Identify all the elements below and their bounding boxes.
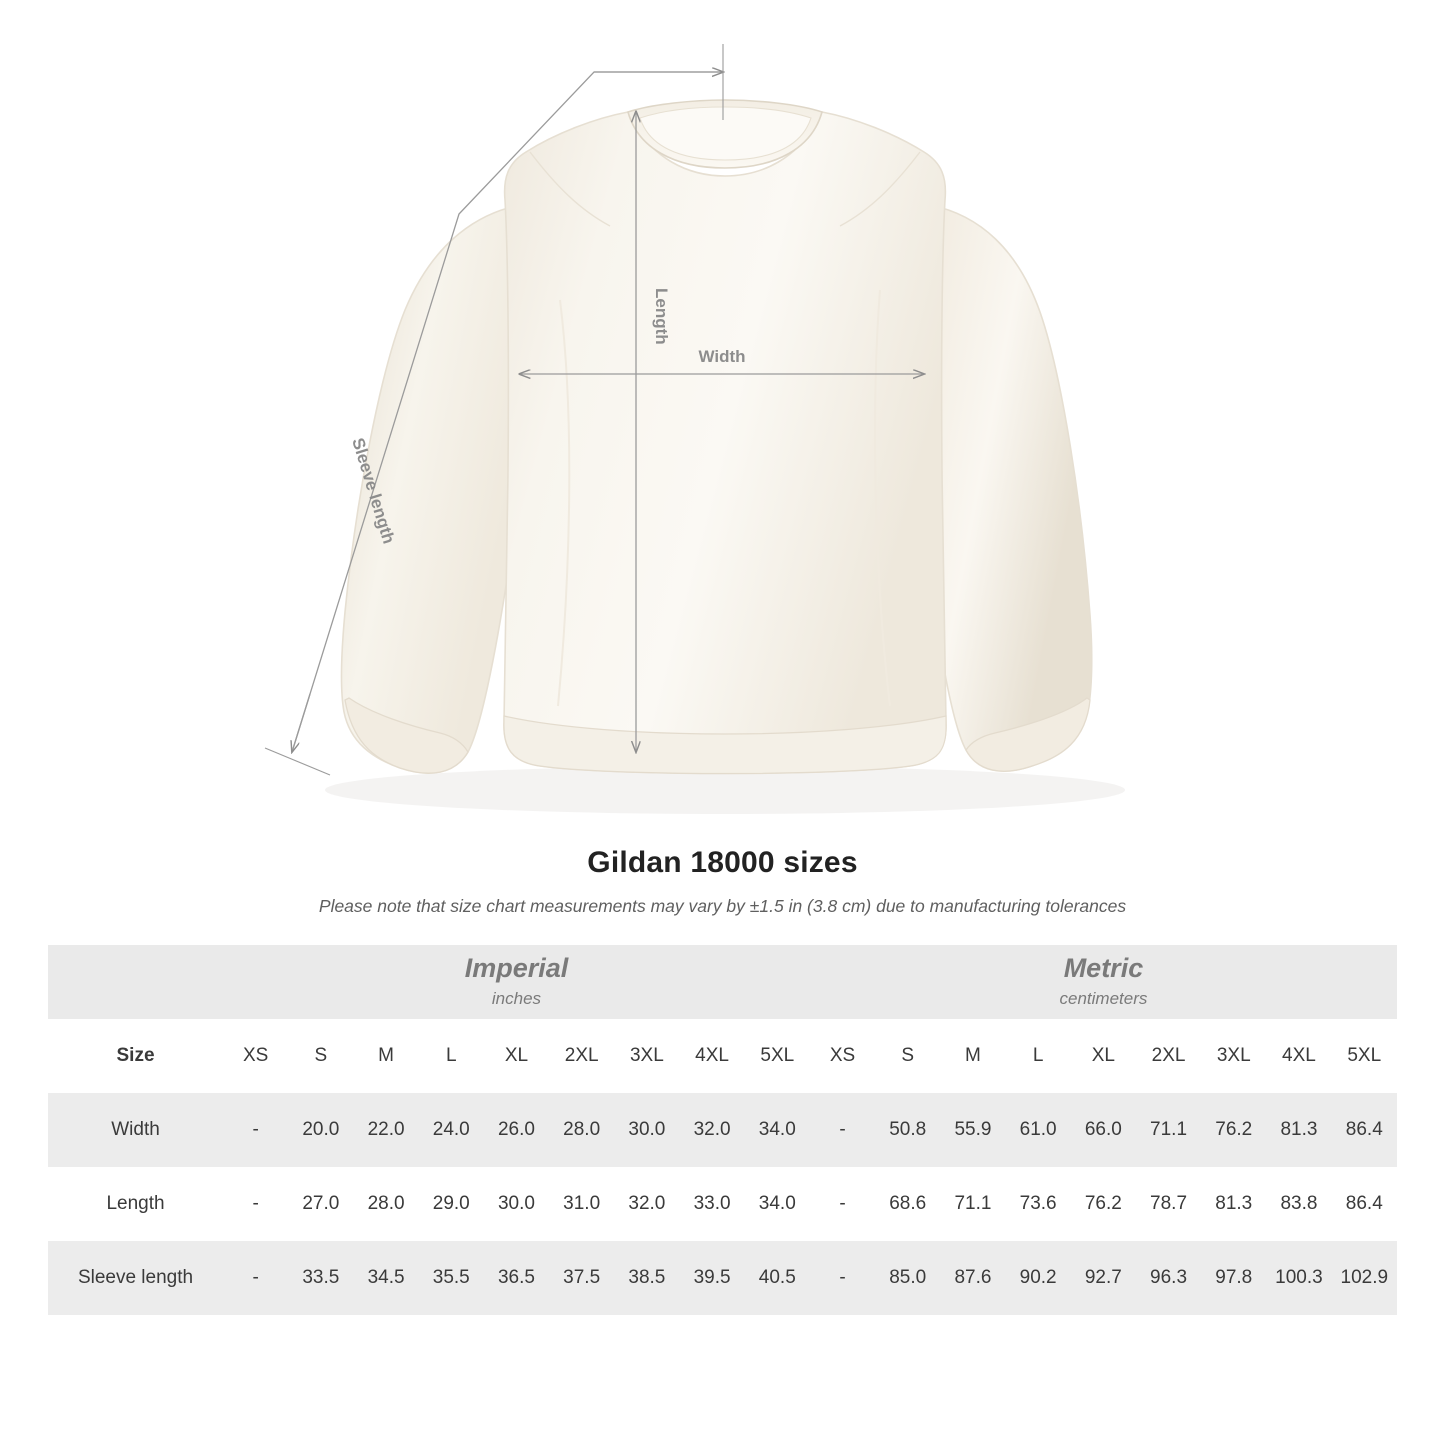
cell-length-imperial-2xl: 31.0: [549, 1167, 614, 1241]
column-header-metric-xs: XS: [810, 1019, 875, 1093]
cell-width-metric-3xl: 76.2: [1201, 1093, 1266, 1167]
cell-width-metric-5xl: 86.4: [1332, 1093, 1397, 1167]
column-header-imperial-m: M: [353, 1019, 418, 1093]
cell-sleeve-imperial-4xl: 39.5: [679, 1241, 744, 1315]
cell-sleeve-metric-4xl: 100.3: [1266, 1241, 1331, 1315]
cell-width-imperial-xl: 26.0: [484, 1093, 549, 1167]
column-header-imperial-l: L: [419, 1019, 484, 1093]
cell-width-imperial-4xl: 32.0: [679, 1093, 744, 1167]
cell-length-imperial-xl: 30.0: [484, 1167, 549, 1241]
unit-sub-imperial: inches: [491, 989, 542, 1009]
cell-length-metric-s: 68.6: [875, 1167, 940, 1241]
cell-length-metric-3xl: 81.3: [1201, 1167, 1266, 1241]
cell-length-imperial-4xl: 33.0: [679, 1167, 744, 1241]
cell-width-imperial-xs: -: [223, 1093, 288, 1167]
cell-sleeve-imperial-m: 34.5: [353, 1241, 418, 1315]
unit-header-spacer: [48, 945, 223, 1019]
unit-group-imperial: [223, 945, 810, 1019]
cell-length-imperial-5xl: 34.0: [745, 1167, 810, 1241]
unit-sub-metric: centimeters: [1059, 989, 1148, 1009]
cell-sleeve-imperial-l: 35.5: [419, 1241, 484, 1315]
cell-length-metric-5xl: 86.4: [1332, 1167, 1397, 1241]
cell-length-metric-xs: -: [810, 1167, 875, 1241]
column-header-metric-l: L: [1006, 1019, 1071, 1093]
unit-name-imperial: Imperial: [464, 953, 569, 984]
cell-sleeve-metric-xs: -: [810, 1241, 875, 1315]
cell-width-imperial-s: 20.0: [288, 1093, 353, 1167]
cell-length-metric-4xl: 83.8: [1266, 1167, 1331, 1241]
cell-width-imperial-2xl: 28.0: [549, 1093, 614, 1167]
column-header-imperial-s: S: [288, 1019, 353, 1093]
cell-length-imperial-l: 29.0: [419, 1167, 484, 1241]
sweatshirt-body: [504, 112, 946, 774]
cell-sleeve-imperial-s: 33.5: [288, 1241, 353, 1315]
sleeve-length-label: Sleeve length: [348, 435, 399, 546]
cell-sleeve-metric-2xl: 96.3: [1136, 1241, 1201, 1315]
cell-sleeve-metric-5xl: 102.9: [1332, 1241, 1397, 1315]
column-header-metric-xl: XL: [1071, 1019, 1136, 1093]
column-header-imperial-2xl: 2XL: [549, 1019, 614, 1093]
column-header-imperial-3xl: 3XL: [614, 1019, 679, 1093]
unit-group-metric: [810, 945, 1397, 1019]
cell-width-imperial-3xl: 30.0: [614, 1093, 679, 1167]
cell-width-imperial-5xl: 34.0: [745, 1093, 810, 1167]
cell-width-imperial-m: 22.0: [353, 1093, 418, 1167]
cell-length-imperial-m: 28.0: [353, 1167, 418, 1241]
unit-header-row: [48, 945, 1397, 1019]
cell-length-metric-xl: 76.2: [1071, 1167, 1136, 1241]
sleeve-measure-tick-end: [265, 748, 330, 775]
column-header-metric-s: S: [875, 1019, 940, 1093]
column-header-metric-5xl: 5XL: [1332, 1019, 1397, 1093]
size-table: [48, 945, 1397, 1315]
cell-length-imperial-3xl: 32.0: [614, 1167, 679, 1241]
cell-sleeve-metric-3xl: 97.8: [1201, 1241, 1266, 1315]
cell-length-imperial-xs: -: [223, 1167, 288, 1241]
size-table-wrap: [48, 945, 1397, 1315]
cell-width-metric-2xl: 71.1: [1136, 1093, 1201, 1167]
unit-name-metric: Metric: [1063, 953, 1144, 984]
column-header-imperial-xs: XS: [223, 1019, 288, 1093]
column-header-size: Size: [48, 1019, 223, 1093]
table-row: [48, 1241, 1397, 1315]
cell-width-metric-xl: 66.0: [1071, 1093, 1136, 1167]
title-block: [0, 846, 1445, 917]
cell-width-imperial-l: 24.0: [419, 1093, 484, 1167]
row-label-length: Length: [48, 1167, 223, 1241]
cell-width-metric-4xl: 81.3: [1266, 1093, 1331, 1167]
table-row: [48, 1167, 1397, 1241]
cell-sleeve-metric-m: 87.6: [940, 1241, 1005, 1315]
page-title: Gildan 18000 sizes: [587, 846, 858, 879]
cell-width-metric-s: 50.8: [875, 1093, 940, 1167]
column-header-metric-4xl: 4XL: [1266, 1019, 1331, 1093]
row-label-sleeve-length: Sleeve length: [48, 1241, 223, 1315]
cell-length-metric-l: 73.6: [1006, 1167, 1071, 1241]
cell-sleeve-metric-xl: 92.7: [1071, 1241, 1136, 1315]
column-header-metric-3xl: 3XL: [1201, 1019, 1266, 1093]
cell-sleeve-imperial-5xl: 40.5: [745, 1241, 810, 1315]
column-header-imperial-5xl: 5XL: [745, 1019, 810, 1093]
column-header-metric-2xl: 2XL: [1136, 1019, 1201, 1093]
width-label: Width: [698, 347, 746, 366]
cell-sleeve-imperial-2xl: 37.5: [549, 1241, 614, 1315]
cell-sleeve-metric-s: 85.0: [875, 1241, 940, 1315]
sleeve-measure-arrow-bottom: [292, 694, 310, 752]
tolerance-note: Please note that size chart measurements may vary by ±1.5 in (3.8 cm) due to manufacturing tolerances: [318, 896, 1127, 916]
cell-width-metric-xs: -: [810, 1093, 875, 1167]
column-header-imperial-xl: XL: [484, 1019, 549, 1093]
row-label-width: Width: [48, 1093, 223, 1167]
cell-width-metric-l: 61.0: [1006, 1093, 1071, 1167]
column-header-metric-m: M: [940, 1019, 1005, 1093]
cell-sleeve-imperial-xl: 36.5: [484, 1241, 549, 1315]
size-header-row: [48, 1019, 1397, 1093]
length-label: Length: [652, 288, 671, 345]
cell-length-metric-m: 71.1: [940, 1167, 1005, 1241]
table-row: [48, 1093, 1397, 1167]
cell-length-metric-2xl: 78.7: [1136, 1167, 1201, 1241]
cell-sleeve-metric-l: 90.2: [1006, 1241, 1071, 1315]
cell-sleeve-imperial-3xl: 38.5: [614, 1241, 679, 1315]
column-header-imperial-4xl: 4XL: [679, 1019, 744, 1093]
cell-width-metric-m: 55.9: [940, 1093, 1005, 1167]
cell-sleeve-imperial-xs: -: [223, 1241, 288, 1315]
cell-length-imperial-s: 27.0: [288, 1167, 353, 1241]
